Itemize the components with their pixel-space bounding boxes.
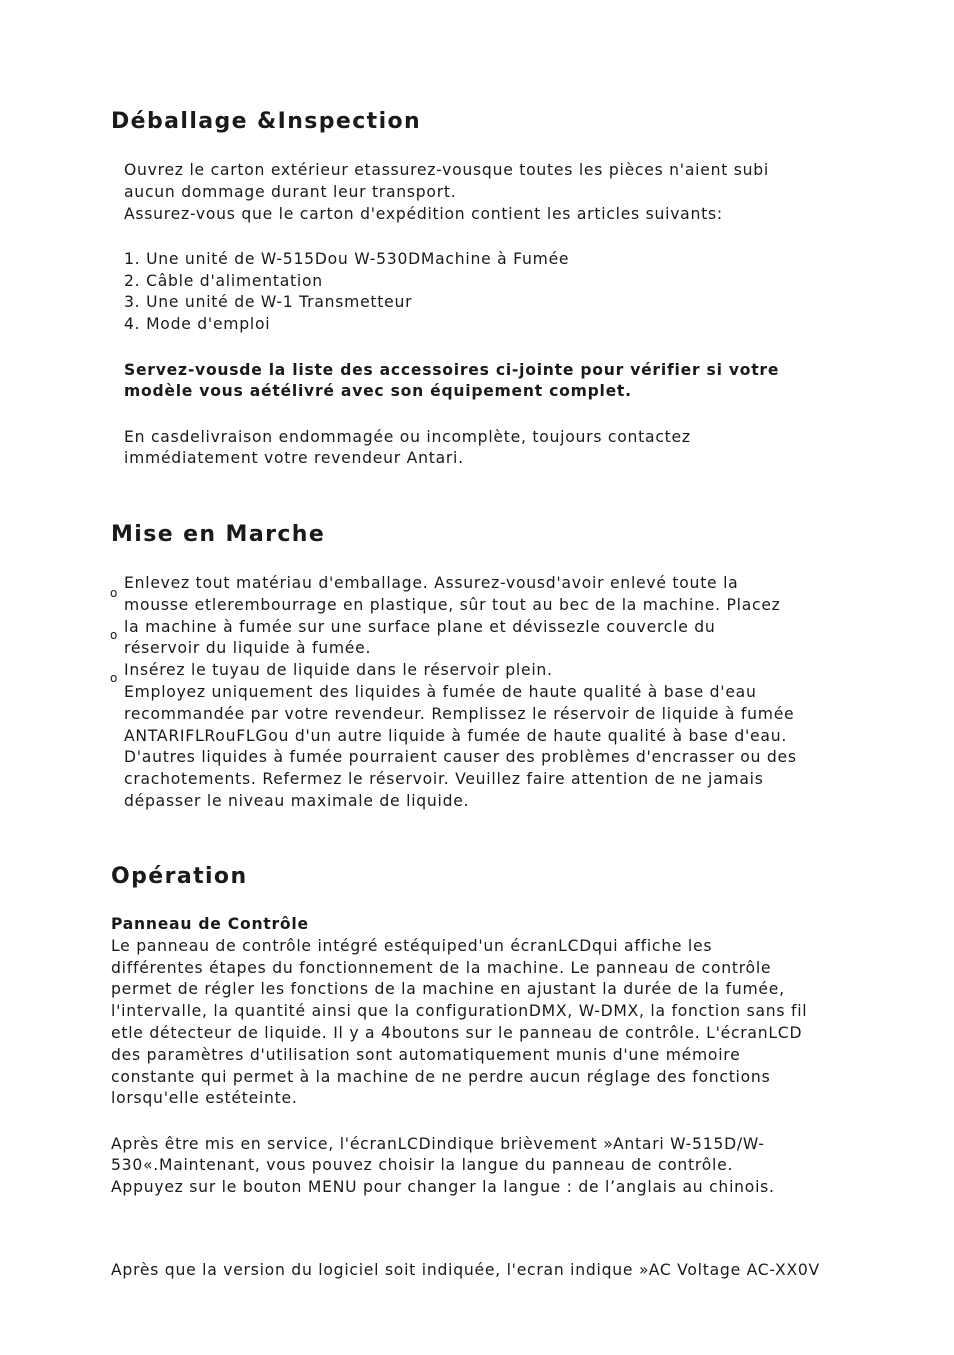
- text-line: l'intervalle, la quantité ainsi que la configurationDMX, W-DMX, la fonction sans fil: [111, 1002, 808, 1021]
- text-line: Ouvrez le carton extérieur etassurez-vousque toutes les pièces n'aient subi: [124, 161, 770, 179]
- text-line: la machine à fumée sur une surface plane et dévissezle couvercle du: [124, 617, 716, 636]
- heading-setup: Mise en Marche: [111, 522, 326, 547]
- text-line: crachotements. Refermez le réservoir. Veuillez faire attention de ne jamais: [124, 770, 764, 789]
- bullet-marker: o: [110, 628, 118, 642]
- heading-unpacking: Déballage &Inspection: [111, 109, 422, 134]
- text-line: Après que la version du logiciel soit indiquée, l'ecran indique »AC Voltage AC-XX0V: [111, 1261, 820, 1279]
- text-line: aucun dommage durant leur transport.: [124, 182, 457, 201]
- operation-body: [111, 914, 807, 1199]
- text-line: Insérez le tuyau de liquide dans le réservoir plein.: [124, 661, 553, 680]
- text-line: 530«.Maintenant, vous pouvez choisir la langue du panneau de contrôle.: [111, 1156, 734, 1175]
- text-line: Après être mis en service, l'écranLCDindique brièvement »Antari W-515D/W-: [111, 1134, 765, 1153]
- bullet-marker: o: [110, 586, 118, 600]
- text-line: Enlevez tout matériau d'emballage. Assurez-vousd'avoir enlevé toute la: [124, 574, 739, 592]
- note-line: Servez-vousde la liste des accessoires ci-jointe pour vérifier si votre: [124, 360, 780, 379]
- text-line: mousse etlerembourrage en plastique, sûr tout au bec de la machine. Placez: [124, 595, 781, 614]
- list-item: 4. Mode d'emploi: [124, 315, 271, 334]
- text-line: constante qui permet à la machine de ne perdre aucun réglage des fonctions: [111, 1067, 771, 1086]
- list-item: 1. Une unité de W-515Dou W-530DMachine à Fumée: [124, 249, 570, 268]
- text-line: des paramètres d'utilisation sont automatiquement munis d'une mémoire: [111, 1045, 741, 1064]
- setup-body: [124, 573, 797, 813]
- text-line: Appuyez sur le bouton MENU pour changer la langue : de l’anglais au chinois.: [111, 1178, 775, 1197]
- text-line: recommandée par votre revendeur. Remplissez le réservoir de liquide à fumée: [124, 704, 795, 723]
- text-line: ANTARIFLRouFLGou d'un autre liquide à fumée de haute qualité à base d'eau.: [124, 726, 788, 745]
- text-line: etle détecteur de liquide. Il y a 4boutons sur le panneau de contrôle. L'écranLCD: [111, 1023, 803, 1042]
- text-line: Employez uniquement des liquides à fumée de haute qualité à base d'eau: [124, 682, 757, 701]
- text-line: permet de régler les fonctions de la machine en ajustant la durée de la fumée,: [111, 980, 785, 999]
- text-line: D'autres liquides à fumée pourraient causer des problèmes d'encrasser ou des: [124, 748, 797, 767]
- unpacking-body: [124, 160, 779, 470]
- text-line: En casdelivraison endommagée ou incomplète, toujours contactez: [124, 427, 691, 446]
- text-line: Le panneau de contrôle intégré estéquiped'un écranLCDqui affiche les: [111, 936, 713, 955]
- text-line: immédiatement votre revendeur Antari.: [124, 449, 464, 468]
- text-line: lorsqu'elle estéteinte.: [111, 1089, 298, 1108]
- heading-operation: Opération: [111, 864, 248, 889]
- subheading-control-panel: Panneau de Contrôle: [111, 915, 309, 933]
- text-line: différentes étapes du fonctionnement de la machine. Le panneau de contrôle: [111, 958, 772, 977]
- list-item: 3. Une unité de W-1 Transmetteur: [124, 293, 413, 312]
- text-line: réservoir du liquide à fumée.: [124, 639, 372, 658]
- list-item: 2. Câble d'alimentation: [124, 271, 323, 290]
- note-line: modèle vous aétélivré avec son équipement complet.: [124, 382, 632, 401]
- bullet-marker: o: [110, 671, 118, 685]
- voltage-text: [111, 1260, 820, 1282]
- text-line: dépasser le niveau maximale de liquide.: [124, 791, 470, 810]
- text-line: Assurez-vous que le carton d'expédition contient les articles suivants:: [124, 204, 723, 223]
